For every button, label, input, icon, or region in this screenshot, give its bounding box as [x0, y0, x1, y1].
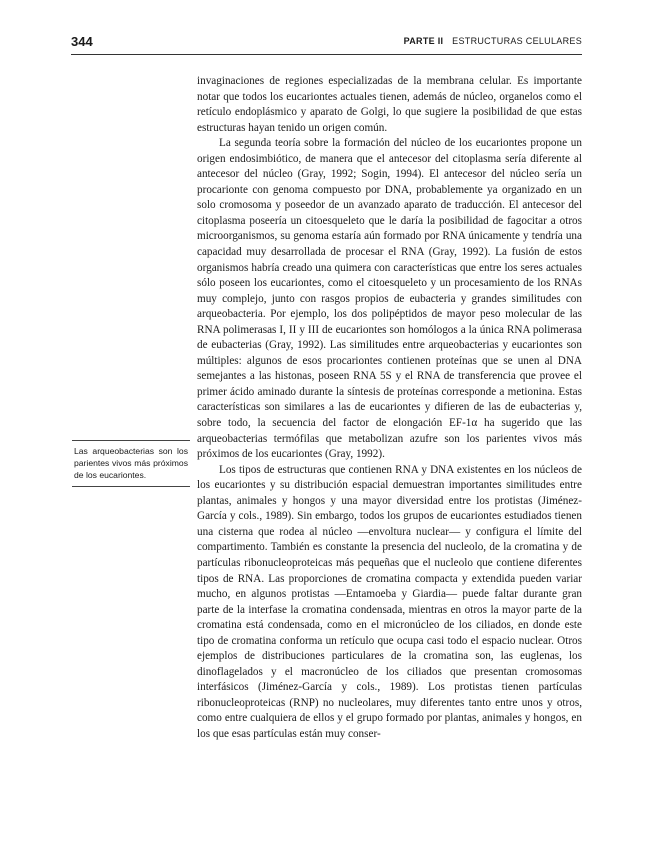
running-head	[404, 36, 582, 46]
paragraph-continuation: invaginaciones de regiones especializadas de la membrana celular. Es importante notar que todos los eucariontes actuales tienen, además de núcleo, organelos como el retículo endoplásmico y aparato de Golgi, lo que sugiere la posibilidad de que estas estructuras hayan tenido un origen común.	[197, 75, 582, 134]
page-number: 344	[71, 34, 93, 49]
page-header	[71, 34, 582, 55]
body-text	[197, 74, 582, 743]
margin-note: Las arqueobacterias son los parientes vivos más próximos de los eucariontes.	[72, 440, 190, 487]
paragraph-nuclear-structures: Los tipos de estructuras que contienen RNA y DNA existentes en los núcleos de los eucariontes y su distribución espacial demuestran importantes similitudes entre plantas, animales y hongos y una mayor diversidad entre los protistas (Jiménez-García y cols., 1989). Sin embargo, todos los grupos de eucariontes estudiados tienen una cisterna que rodea al núcleo —envoltura nuclear— y configura el límite del compartimento. También es constante la presencia del nucleolo, de la cromatina y de partículas ribonucleoproteicas más pequeñas que el nucleolo que contiene diferentes tipos de RNA. Las proporciones de cromatina compacta y extendida pueden variar mucho, en algunos protistas —Entamoeba y Giardia— puede faltar durante gran parte de la interfase la cromatina condensada, mientras en otros la mayor parte de la cromatina está condensada, como en el micronúcleo de los ciliados, en donde este tipo de cromatina conforma un retículo que ocupa casi todo el espacio nuclear. Otros ejemplos de distribuciones particulares de la cromatina son, las euglenas, los dinoflagelados y el macronúcleo de los ciliados que presentan cromosomas interfásicos (Jiménez-García y cols., 1989). Los protistas tienen partículas ribonucleoproteicas (RNP) no nucleolares, muy diferentes tanto entre unos y otros, como entre cualquiera de ellos y el grupo formado por plantas, animales y hongos, en los que esas partículas están muy conser-	[197, 463, 582, 740]
paragraph-endosymbiotic-theory: La segunda teoría sobre la formación del núcleo de los eucariontes propone un origen endosimbiótico, de manera que el antecesor del citoplasma sería diferente al antecesor del núcleo (Gray, 1992; Sogin, 1994). El antecesor del núcleo sería un procarionte con genoma compuesto por DNA, probablemente ya organizado en un solo cromosoma y poseedor de un avanzado aparato de traducción. El antecesor del citoplasma poseería un citoesqueleto que le daría la posibilidad de fagocitar a otros microorganismos, su genoma estaría aún formado por RNA únicamente y tendría una capacidad muy desarrollada de procesar el RNA (Gray, 1992). La fusión de estos organismos habría creado una quimera con características que entre los seres actuales sólo poseen los eucariontes, como el citoesqueleto y un procesamiento de los RNAs muy complejo, junto con rasgos propios de eubacteria y grandes similitudes con arqueobacteria. Por ejemplo, los dos polipéptidos de mayor peso molecular de las RNA polimerasas I, II y III de eucariontes son homólogos a la única RNA polimerasa de eubacterias (Gray, 1992). Las similitudes entre arqueobacterias y eucariontes son múltiples: algunos de esos procariontes contienen proteínas que se unen al DNA semejantes a las histonas, poseen RNA 5S y el RNA de transferencia que provee el primer ácido aminado durante la síntesis de proteínas corresponde a metionina. Estas características son similares a las de eucariontes y difieren de las de eubacterias y, sobre todo, la secuencia del factor de elongación EF-1α ha sugerido que las arqueobacterias termófilas que metabolizan azufre son los parientes vivos más próximos de los eucariontes (Gray, 1992).	[197, 137, 582, 461]
section-title: ESTRUCTURAS CELULARES	[452, 36, 582, 46]
part-label: PARTE II	[403, 36, 444, 46]
